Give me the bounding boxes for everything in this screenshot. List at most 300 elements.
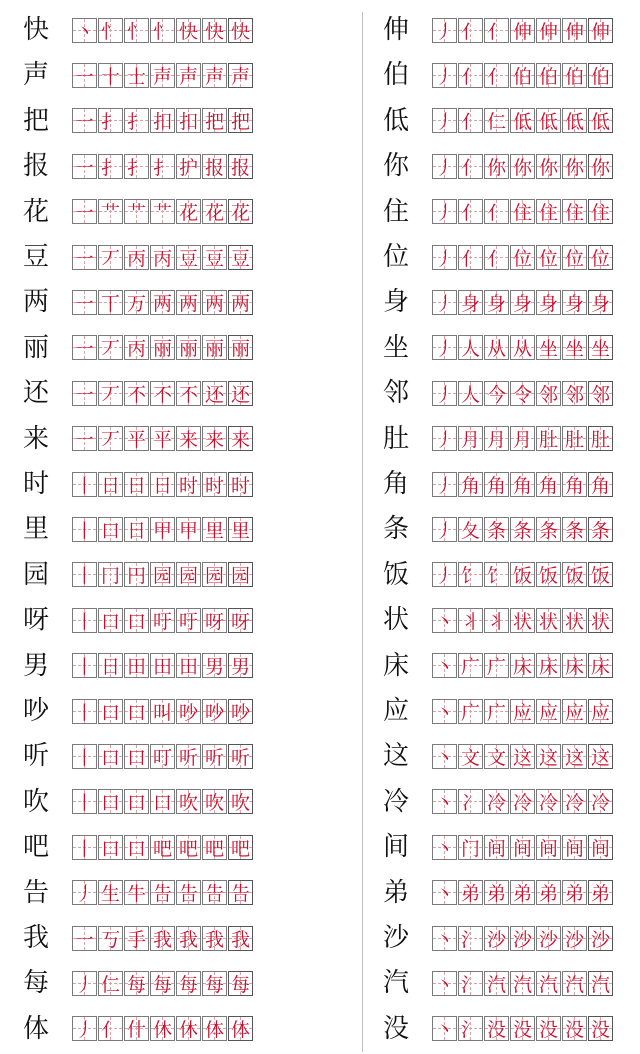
stroke-step-cell — [176, 154, 201, 179]
stroke-step-cell — [562, 472, 587, 497]
stroke-step-cell — [484, 199, 509, 224]
main-character: 豆 — [22, 242, 49, 272]
stroke-step-cell — [228, 18, 253, 43]
stroke-order-grid — [72, 517, 254, 542]
stroke-step-glyph: 亻 — [460, 65, 480, 88]
stroke-step-glyph: 广 — [486, 656, 506, 679]
stroke-step-glyph: 两 — [178, 292, 198, 315]
stroke-step-cell — [202, 245, 227, 270]
stroke-step-glyph: 身 — [538, 292, 558, 315]
stroke-step-cell — [176, 108, 201, 133]
stroke-step-cell — [176, 199, 201, 224]
stroke-step-glyph: 我 — [204, 928, 224, 951]
stroke-step-glyph: 你 — [564, 156, 584, 179]
stroke-step-glyph: 你 — [486, 156, 506, 179]
stroke-step-glyph: 汽 — [486, 973, 506, 996]
stroke-step-cell — [536, 1016, 561, 1041]
stroke-step-cell — [124, 108, 149, 133]
main-character: 肚 — [382, 423, 409, 454]
stroke-step-glyph: 时 — [230, 474, 250, 497]
stroke-step-cell — [562, 562, 587, 587]
stroke-step-glyph: 沙 — [564, 928, 584, 951]
stroke-step-cell — [202, 926, 227, 951]
stroke-step-glyph: 冷 — [512, 792, 532, 815]
stroke-step-glyph: 角 — [590, 474, 610, 497]
stroke-step-cell — [150, 381, 175, 406]
stroke-order-grid — [72, 472, 254, 497]
stroke-step-cell — [432, 154, 457, 179]
stroke-step-glyph: 什 — [126, 1019, 146, 1042]
stroke-order-grid — [432, 1016, 614, 1041]
stroke-step-cell — [562, 108, 587, 133]
stroke-step-glyph: 一 — [74, 338, 94, 361]
stroke-step-glyph: 口 — [100, 610, 120, 633]
stroke-step-glyph: 仁 — [486, 111, 506, 134]
stroke-step-cell — [536, 653, 561, 678]
stroke-step-glyph: 伸 — [538, 20, 558, 43]
stroke-step-glyph: 叮 — [152, 746, 172, 769]
stroke-step-glyph: 身 — [564, 292, 584, 315]
stroke-step-cell — [176, 1016, 201, 1041]
stroke-step-glyph: 丂 — [100, 928, 120, 951]
stroke-step-glyph: 人 — [460, 338, 480, 361]
main-character: 低 — [382, 105, 409, 136]
stroke-step-cell — [432, 18, 457, 43]
stroke-order-grid — [432, 426, 614, 451]
stroke-step-cell — [202, 108, 227, 133]
stroke-step-cell — [588, 608, 613, 633]
stroke-step-cell — [458, 699, 483, 724]
character-row — [16, 691, 254, 731]
stroke-step-glyph: 还 — [230, 383, 250, 406]
stroke-step-glyph: 园 — [178, 565, 198, 588]
stroke-step-glyph: 平 — [126, 429, 146, 452]
stroke-step-glyph: 吵 — [230, 701, 250, 724]
stroke-step-cell — [458, 245, 483, 270]
stroke-step-glyph: 豆 — [178, 247, 198, 270]
stroke-step-cell — [202, 608, 227, 633]
stroke-step-cell — [588, 835, 613, 860]
stroke-step-cell — [432, 835, 457, 860]
stroke-step-cell — [72, 926, 97, 951]
stroke-step-cell — [432, 108, 457, 133]
stroke-step-cell — [228, 245, 253, 270]
stroke-step-cell — [458, 517, 483, 542]
stroke-step-glyph: 邻 — [564, 383, 584, 406]
stroke-step-cell — [228, 789, 253, 814]
stroke-step-glyph: 你 — [512, 156, 532, 179]
stroke-step-cell — [536, 835, 561, 860]
stroke-step-glyph: 坐 — [564, 338, 584, 361]
stroke-step-cell — [588, 426, 613, 451]
stroke-step-cell — [150, 835, 175, 860]
stroke-step-glyph: 每 — [126, 973, 146, 996]
stroke-step-glyph: 冷 — [590, 792, 610, 815]
stroke-step-cell — [588, 381, 613, 406]
stroke-step-glyph: 床 — [564, 656, 584, 679]
stroke-step-cell — [176, 335, 201, 360]
stroke-step-cell — [510, 472, 535, 497]
stroke-step-cell — [124, 653, 149, 678]
stroke-step-cell — [484, 426, 509, 451]
stroke-step-cell — [124, 335, 149, 360]
stroke-step-cell — [98, 926, 123, 951]
character-row — [16, 464, 254, 504]
stroke-step-glyph: 角 — [460, 474, 480, 497]
stroke-step-glyph: 里 — [204, 519, 224, 542]
stroke-step-cell — [150, 1016, 175, 1041]
stroke-step-glyph: 月 — [486, 429, 506, 452]
stroke-step-cell — [124, 926, 149, 951]
stroke-step-glyph: 呀 — [204, 610, 224, 633]
stroke-step-cell — [98, 335, 123, 360]
stroke-step-cell — [588, 335, 613, 360]
stroke-step-glyph: 亻 — [460, 156, 480, 179]
stroke-step-glyph: 来 — [204, 429, 224, 452]
character-row — [376, 419, 614, 459]
character-row — [376, 963, 614, 1003]
stroke-step-glyph: 条 — [512, 519, 532, 542]
main-character: 丽 — [22, 332, 49, 363]
stroke-order-grid — [72, 608, 254, 633]
stroke-step-glyph: 吧 — [152, 837, 172, 860]
stroke-step-cell — [72, 63, 97, 88]
stroke-step-glyph: 弟 — [590, 883, 610, 906]
stroke-step-glyph: 丿 — [434, 565, 454, 588]
stroke-order-grid — [432, 63, 614, 88]
stroke-order-grid — [432, 381, 614, 406]
stroke-step-cell — [510, 245, 535, 270]
stroke-step-cell — [432, 517, 457, 542]
stroke-step-cell — [510, 880, 535, 905]
stroke-step-cell — [484, 18, 509, 43]
main-character: 坐 — [382, 332, 409, 363]
stroke-step-glyph: 扌 — [126, 156, 146, 179]
stroke-order-grid — [432, 245, 614, 270]
stroke-step-glyph: 丨 — [74, 610, 94, 633]
stroke-step-cell — [202, 426, 227, 451]
character-row — [16, 873, 254, 913]
stroke-step-cell — [562, 517, 587, 542]
stroke-step-glyph: 仁 — [100, 973, 120, 996]
stroke-step-cell — [202, 199, 227, 224]
stroke-step-glyph: 亻 — [460, 111, 480, 134]
stroke-step-glyph: 丿 — [434, 338, 454, 361]
main-character: 汽 — [382, 968, 409, 999]
column-divider — [362, 12, 363, 1052]
stroke-order-grid — [72, 653, 254, 678]
stroke-step-cell — [72, 199, 97, 224]
stroke-step-glyph: 住 — [564, 202, 584, 225]
stroke-step-cell — [562, 1016, 587, 1041]
stroke-step-cell — [176, 290, 201, 315]
stroke-step-cell — [228, 63, 253, 88]
stroke-step-glyph: 口 — [100, 837, 120, 860]
stroke-step-glyph: 伸 — [590, 20, 610, 43]
stroke-step-cell — [510, 562, 535, 587]
stroke-step-glyph: 弟 — [538, 883, 558, 906]
stroke-step-cell — [176, 699, 201, 724]
stroke-step-cell — [228, 926, 253, 951]
stroke-step-glyph: 时 — [178, 474, 198, 497]
stroke-step-cell — [536, 880, 561, 905]
main-character: 我 — [22, 923, 49, 953]
stroke-step-cell — [536, 245, 561, 270]
stroke-step-glyph: 饭 — [538, 565, 558, 588]
stroke-step-cell — [124, 608, 149, 633]
character-row — [376, 600, 614, 640]
stroke-step-cell — [484, 154, 509, 179]
stroke-step-glyph: 广 — [486, 701, 506, 724]
stroke-step-glyph: 忄 — [100, 20, 120, 43]
stroke-step-glyph: 丅 — [100, 292, 120, 315]
character-row — [376, 782, 614, 822]
main-character: 还 — [22, 378, 49, 409]
stroke-step-glyph: 伯 — [564, 65, 584, 88]
stroke-step-cell — [98, 290, 123, 315]
stroke-step-cell — [228, 562, 253, 587]
stroke-order-grid — [72, 789, 254, 814]
stroke-step-glyph: 田 — [152, 656, 172, 679]
stroke-step-glyph: 円 — [126, 565, 146, 588]
stroke-step-glyph: 肚 — [564, 429, 584, 452]
stroke-step-glyph: 一 — [74, 292, 94, 315]
stroke-step-cell — [536, 608, 561, 633]
stroke-step-cell — [588, 1016, 613, 1041]
stroke-step-glyph: 伯 — [512, 65, 532, 88]
stroke-step-cell — [228, 971, 253, 996]
stroke-step-glyph: 应 — [564, 701, 584, 724]
stroke-step-cell — [98, 699, 123, 724]
stroke-step-glyph: 扌 — [100, 111, 120, 134]
stroke-step-cell — [588, 245, 613, 270]
stroke-step-cell — [484, 63, 509, 88]
stroke-step-cell — [510, 744, 535, 769]
stroke-step-cell — [176, 926, 201, 951]
stroke-step-cell — [536, 744, 561, 769]
main-character: 你 — [382, 151, 409, 182]
stroke-step-cell — [510, 789, 535, 814]
stroke-step-glyph: 听 — [178, 746, 198, 769]
character-row — [16, 328, 254, 368]
stroke-order-grid — [432, 290, 614, 315]
stroke-step-glyph: 条 — [590, 519, 610, 542]
stroke-step-cell — [228, 880, 253, 905]
stroke-step-glyph: 丶 — [434, 746, 454, 769]
stroke-step-glyph: 口 — [152, 792, 172, 815]
main-character: 园 — [22, 559, 49, 590]
stroke-step-cell — [562, 154, 587, 179]
stroke-step-glyph: 身 — [486, 292, 506, 315]
stroke-step-cell — [458, 472, 483, 497]
stroke-step-cell — [510, 108, 535, 133]
stroke-step-cell — [72, 880, 97, 905]
stroke-step-cell — [432, 290, 457, 315]
stroke-step-glyph: 丿 — [74, 973, 94, 996]
stroke-step-cell — [150, 699, 175, 724]
stroke-step-cell — [150, 744, 175, 769]
stroke-step-cell — [588, 971, 613, 996]
stroke-step-cell — [228, 744, 253, 769]
stroke-step-glyph: 每 — [178, 973, 198, 996]
stroke-order-grid — [72, 971, 254, 996]
stroke-step-cell — [202, 290, 227, 315]
main-character: 床 — [382, 650, 409, 681]
stroke-step-cell — [202, 154, 227, 179]
stroke-order-grid — [432, 926, 614, 951]
stroke-step-cell — [150, 426, 175, 451]
stroke-step-cell — [98, 971, 123, 996]
stroke-step-cell — [124, 1016, 149, 1041]
main-character: 时 — [22, 469, 49, 499]
stroke-step-glyph: 一 — [74, 156, 94, 179]
stroke-step-cell — [510, 971, 535, 996]
stroke-step-cell — [228, 199, 253, 224]
stroke-step-glyph: 没 — [486, 1019, 506, 1042]
stroke-step-glyph: 这 — [590, 746, 610, 769]
stroke-step-cell — [484, 562, 509, 587]
stroke-step-cell — [536, 926, 561, 951]
stroke-order-grid — [432, 880, 614, 905]
stroke-step-cell — [72, 699, 97, 724]
stroke-step-cell — [536, 472, 561, 497]
stroke-step-glyph: 丨 — [74, 746, 94, 769]
stroke-step-glyph: 每 — [152, 973, 172, 996]
stroke-step-cell — [176, 608, 201, 633]
stroke-step-glyph: 坐 — [590, 338, 610, 361]
stroke-step-cell — [72, 835, 97, 860]
stroke-step-glyph: 条 — [538, 519, 558, 542]
stroke-order-grid — [432, 653, 614, 678]
stroke-step-glyph: 沙 — [512, 928, 532, 951]
main-character: 条 — [382, 514, 409, 545]
character-row — [16, 963, 254, 1003]
stroke-step-cell — [510, 653, 535, 678]
main-character: 这 — [382, 741, 409, 772]
character-row — [16, 55, 254, 95]
stroke-step-glyph: 牛 — [126, 883, 146, 906]
stroke-step-glyph: 门 — [460, 837, 480, 860]
stroke-step-cell — [588, 199, 613, 224]
main-character: 应 — [382, 696, 409, 726]
stroke-step-glyph: 我 — [152, 928, 172, 951]
stroke-step-cell — [536, 426, 561, 451]
stroke-step-glyph: 丿 — [434, 202, 454, 225]
stroke-step-glyph: 氵 — [460, 1019, 480, 1042]
stroke-step-glyph: 平 — [152, 429, 172, 452]
stroke-step-glyph: 角 — [564, 474, 584, 497]
stroke-step-cell — [562, 971, 587, 996]
main-character: 里 — [22, 514, 49, 545]
stroke-step-cell — [484, 789, 509, 814]
stroke-step-cell — [176, 835, 201, 860]
character-row — [376, 736, 614, 776]
stroke-order-grid — [432, 517, 614, 542]
stroke-step-cell — [432, 426, 457, 451]
stroke-step-glyph: 告 — [204, 883, 224, 906]
stroke-step-cell — [150, 926, 175, 951]
stroke-step-glyph: 把 — [230, 111, 250, 134]
main-character: 伯 — [382, 60, 409, 91]
stroke-step-glyph: 位 — [512, 247, 532, 270]
stroke-step-cell — [432, 971, 457, 996]
stroke-step-cell — [176, 971, 201, 996]
stroke-step-cell — [432, 653, 457, 678]
stroke-step-cell — [98, 154, 123, 179]
stroke-step-glyph: 豆 — [204, 247, 224, 270]
stroke-step-glyph: 每 — [204, 973, 224, 996]
stroke-step-cell — [484, 744, 509, 769]
stroke-step-glyph: 角 — [486, 474, 506, 497]
stroke-step-glyph: 丿 — [434, 247, 454, 270]
stroke-step-glyph: 伯 — [590, 65, 610, 88]
stroke-step-glyph: 丽 — [152, 338, 172, 361]
stroke-step-glyph: 告 — [178, 883, 198, 906]
stroke-step-glyph: 呀 — [230, 610, 250, 633]
stroke-step-glyph: 低 — [590, 111, 610, 134]
stroke-step-cell — [98, 789, 123, 814]
stroke-order-grid — [72, 154, 254, 179]
stroke-step-cell — [588, 154, 613, 179]
stroke-step-glyph: 你 — [590, 156, 610, 179]
stroke-step-cell — [458, 835, 483, 860]
stroke-step-cell — [510, 63, 535, 88]
stroke-step-glyph: 日 — [126, 519, 146, 542]
stroke-step-cell — [432, 335, 457, 360]
stroke-step-glyph: 吵 — [178, 701, 198, 724]
stroke-step-cell — [458, 290, 483, 315]
stroke-step-cell — [562, 426, 587, 451]
stroke-step-cell — [562, 290, 587, 315]
stroke-step-cell — [124, 381, 149, 406]
stroke-step-glyph: 丨 — [74, 701, 94, 724]
stroke-step-cell — [124, 971, 149, 996]
stroke-step-glyph: 住 — [538, 202, 558, 225]
stroke-step-cell — [510, 154, 535, 179]
stroke-order-grid — [72, 562, 254, 587]
stroke-step-cell — [72, 154, 97, 179]
character-row — [16, 237, 254, 277]
stroke-step-glyph: 肚 — [590, 429, 610, 452]
character-row — [16, 555, 254, 595]
stroke-step-cell — [562, 789, 587, 814]
stroke-step-glyph: 冫 — [460, 792, 480, 815]
stroke-step-cell — [98, 245, 123, 270]
stroke-step-glyph: 丿 — [434, 474, 454, 497]
stroke-step-cell — [98, 63, 123, 88]
stroke-order-grid — [432, 744, 614, 769]
stroke-step-glyph: 丨 — [74, 474, 94, 497]
stroke-step-glyph: 扌 — [126, 111, 146, 134]
main-character: 沙 — [382, 923, 409, 953]
stroke-step-glyph: 丨 — [74, 519, 94, 542]
stroke-step-glyph: 没 — [564, 1019, 584, 1042]
stroke-step-cell — [176, 426, 201, 451]
stroke-order-grid — [72, 199, 254, 224]
character-row — [16, 509, 254, 549]
stroke-step-cell — [98, 562, 123, 587]
stroke-step-cell — [458, 653, 483, 678]
stroke-step-cell — [484, 335, 509, 360]
stroke-step-glyph: 报 — [230, 156, 250, 179]
stroke-step-cell — [124, 199, 149, 224]
stroke-step-cell — [432, 245, 457, 270]
stroke-step-cell — [510, 18, 535, 43]
stroke-step-cell — [228, 1016, 253, 1041]
main-character: 没 — [382, 1013, 409, 1044]
stroke-step-cell — [458, 926, 483, 951]
stroke-step-glyph: 花 — [204, 202, 224, 225]
